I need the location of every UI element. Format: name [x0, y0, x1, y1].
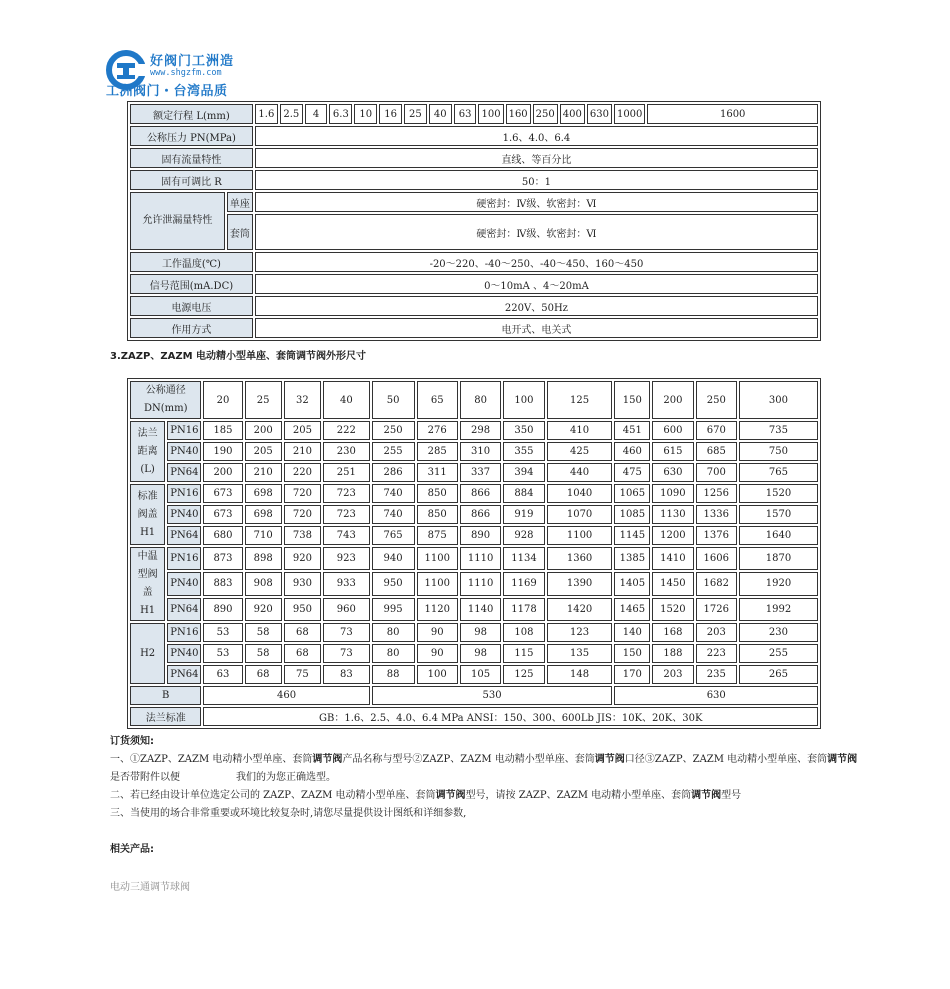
- dn-value: 250: [696, 381, 737, 419]
- dim-value: 200: [245, 421, 282, 440]
- row-label: 公称压力 PN(MPa): [130, 126, 253, 146]
- dim-value: 850: [417, 484, 458, 503]
- dim-value: 265: [739, 665, 818, 684]
- dim-value: 1726: [696, 598, 737, 621]
- row-label: 电源电压: [130, 296, 253, 316]
- leak-row: [130, 192, 818, 212]
- dn-value: 25: [245, 381, 282, 419]
- dim-value: 298: [460, 421, 501, 440]
- stroke-value: 250: [533, 104, 558, 124]
- dim-value: 908: [245, 572, 282, 595]
- dim-value: 98: [460, 623, 501, 642]
- row-label: 工作温度(℃): [130, 252, 253, 272]
- dim-row: [130, 665, 818, 684]
- dim-value: 875: [417, 526, 458, 545]
- dim-value: 205: [245, 442, 282, 461]
- row-value: 硬密封：Ⅳ级、软密封：Ⅵ: [255, 192, 818, 212]
- dim-value: 203: [652, 665, 693, 684]
- logo-url: www.shgzfm.com: [150, 68, 222, 78]
- dim-value: 685: [696, 442, 737, 461]
- dim-value: 960: [323, 598, 370, 621]
- dn-value: 300: [739, 381, 818, 419]
- dim-value: 475: [614, 463, 650, 482]
- dim-value: 1360: [547, 547, 613, 570]
- spec-row: [130, 126, 818, 146]
- dim-value: 148: [547, 665, 613, 684]
- dim-value: 205: [284, 421, 321, 440]
- dim-value: 58: [245, 644, 282, 663]
- row-value: 0～10mA 、4～20mA: [255, 274, 818, 294]
- section-title: 3.ZAZP、ZAZM 电动精小型单座、套筒调节阀外形尺寸: [110, 351, 367, 362]
- dim-value: 1120: [417, 598, 458, 621]
- dim-value: 1410: [652, 547, 693, 570]
- notes-heading: 订货须知:: [110, 736, 154, 747]
- dim-value: 276: [417, 421, 458, 440]
- dim-value: 1169: [503, 572, 544, 595]
- row-label: 固有可调比 R: [130, 170, 253, 190]
- dim-value: 250: [372, 421, 415, 440]
- dim-value: 1140: [460, 598, 501, 621]
- leak-type-label: 套筒: [227, 214, 253, 250]
- notes-line-3: 二、若已经由设计单位选定公司的 ZAZP、ZAZM 电动精小型单座、套筒调节阀型号，请按 ZAZP、ZAZM 电动精小型单座、套筒调节阀型号: [110, 790, 742, 801]
- dim-value: 1100: [547, 526, 613, 545]
- dim-value: 80: [372, 644, 415, 663]
- b-row: [130, 686, 818, 705]
- dim-value: 930: [284, 572, 321, 595]
- dn-value: 200: [652, 381, 693, 419]
- dim-value: 866: [460, 484, 501, 503]
- dim-value: 90: [417, 644, 458, 663]
- dim-value: 1085: [614, 505, 650, 524]
- pn-label: PN64: [167, 463, 201, 482]
- dim-value: 135: [547, 644, 613, 663]
- b-value: 530: [372, 686, 613, 705]
- spec-row: [130, 148, 818, 168]
- dim-value: 1920: [739, 572, 818, 595]
- row-value: 50：1: [255, 170, 818, 190]
- dim-value: 88: [372, 665, 415, 684]
- group-label: 中温型阀盖 H1: [130, 547, 165, 621]
- dim-value: 710: [245, 526, 282, 545]
- dn-row: [130, 381, 818, 419]
- dim-value: 73: [323, 623, 370, 642]
- dim-value: 235: [696, 665, 737, 684]
- dim-value: 68: [284, 623, 321, 642]
- spec-row: [130, 296, 818, 316]
- dim-value: 185: [203, 421, 242, 440]
- dim-value: 350: [503, 421, 544, 440]
- dim-row: [130, 572, 818, 595]
- dim-value: 210: [284, 442, 321, 461]
- dim-value: 630: [652, 463, 693, 482]
- dn-value: 100: [503, 381, 544, 419]
- dim-row: [130, 463, 818, 482]
- logo-brand: 好阀门工洲造: [150, 54, 235, 69]
- dim-value: 90: [417, 623, 458, 642]
- logo-tagline: 工洲阀门・台湾品质: [106, 84, 228, 99]
- pn-label: PN40: [167, 572, 201, 595]
- pn-label: PN40: [167, 505, 201, 524]
- dim-value: 898: [245, 547, 282, 570]
- spec-table: [127, 101, 821, 341]
- dn-label: 公称通径 DN(mm): [130, 381, 201, 419]
- dim-value: 210: [245, 463, 282, 482]
- dim-value: 286: [372, 463, 415, 482]
- dim-value: 1090: [652, 484, 693, 503]
- dim-value: 255: [372, 442, 415, 461]
- dim-value: 873: [203, 547, 242, 570]
- dim-value: 108: [503, 623, 544, 642]
- dim-row: [130, 442, 818, 461]
- leak-row: [130, 214, 818, 250]
- dim-value: 750: [739, 442, 818, 461]
- row-value: 直线、等百分比: [255, 148, 818, 168]
- company-logo: [106, 50, 246, 99]
- dim-value: 425: [547, 442, 613, 461]
- dim-value: 1200: [652, 526, 693, 545]
- dim-value: 125: [503, 665, 544, 684]
- dim-value: 950: [372, 572, 415, 595]
- leak-label: 允许泄漏量特性: [130, 192, 225, 250]
- group-label: 标准阀盖 H1: [130, 484, 165, 545]
- dim-value: 222: [323, 421, 370, 440]
- spec-row: [130, 252, 818, 272]
- stroke-value: 25: [404, 104, 427, 124]
- dim-value: 615: [652, 442, 693, 461]
- dim-value: 933: [323, 572, 370, 595]
- dn-value: 32: [284, 381, 321, 419]
- dim-value: 394: [503, 463, 544, 482]
- dim-value: 698: [245, 484, 282, 503]
- pn-label: PN16: [167, 547, 201, 570]
- related-product-link[interactable]: 电动三通调节球阀: [110, 882, 190, 893]
- dim-value: 98: [460, 644, 501, 663]
- stroke-value: 4: [305, 104, 328, 124]
- spec-row: [130, 170, 818, 190]
- row-label: 信号范围(mA.DC): [130, 274, 253, 294]
- group-label: H2: [130, 623, 165, 684]
- dim-value: 919: [503, 505, 544, 524]
- dim-value: 890: [460, 526, 501, 545]
- dim-value: 1992: [739, 598, 818, 621]
- notes-line-4: 三、当使用的场合非常重要或环境比较复杂时,请您尽量提供设计图纸和详细参数,: [110, 808, 467, 819]
- stroke-row: [130, 104, 818, 124]
- dim-value: 311: [417, 463, 458, 482]
- dim-value: 698: [245, 505, 282, 524]
- b-value: 460: [203, 686, 369, 705]
- dim-value: 1065: [614, 484, 650, 503]
- dim-value: 738: [284, 526, 321, 545]
- dim-value: 1178: [503, 598, 544, 621]
- dim-value: 1100: [417, 547, 458, 570]
- dim-row: [130, 505, 818, 524]
- pn-label: PN16: [167, 421, 201, 440]
- dim-value: 940: [372, 547, 415, 570]
- dn-value: 80: [460, 381, 501, 419]
- b-value: 630: [614, 686, 818, 705]
- pn-label: PN40: [167, 442, 201, 461]
- row-label: 法兰标准: [130, 707, 201, 726]
- dim-value: 355: [503, 442, 544, 461]
- dim-value: 1110: [460, 572, 501, 595]
- dim-row: [130, 623, 818, 642]
- dim-value: 670: [696, 421, 737, 440]
- row-label: 固有流量特性: [130, 148, 253, 168]
- dn-value: 20: [203, 381, 242, 419]
- dim-value: 73: [323, 644, 370, 663]
- pn-label: PN16: [167, 484, 201, 503]
- dim-value: 950: [284, 598, 321, 621]
- stroke-value: 1000: [614, 104, 645, 124]
- dim-row: [130, 526, 818, 545]
- dim-value: 310: [460, 442, 501, 461]
- dim-value: 53: [203, 623, 242, 642]
- dim-value: 168: [652, 623, 693, 642]
- dim-value: 883: [203, 572, 242, 595]
- dim-value: 735: [739, 421, 818, 440]
- dim-row: [130, 598, 818, 621]
- dim-value: 140: [614, 623, 650, 642]
- dim-value: 230: [323, 442, 370, 461]
- dim-value: 170: [614, 665, 650, 684]
- dim-row: [130, 421, 818, 440]
- dimension-table: [127, 378, 821, 729]
- dim-value: 1130: [652, 505, 693, 524]
- dim-value: 1420: [547, 598, 613, 621]
- related-products-heading: 相关产品:: [110, 844, 154, 855]
- dim-value: 723: [323, 505, 370, 524]
- dim-value: 1390: [547, 572, 613, 595]
- dim-value: 1520: [652, 598, 693, 621]
- flange-row: [130, 707, 818, 726]
- spec-row: [130, 318, 818, 338]
- dim-value: 1385: [614, 547, 650, 570]
- dim-value: 1070: [547, 505, 613, 524]
- dim-value: 75: [284, 665, 321, 684]
- dim-value: 1870: [739, 547, 818, 570]
- stroke-value: 400: [560, 104, 585, 124]
- pn-label: PN40: [167, 644, 201, 663]
- dim-value: 700: [696, 463, 737, 482]
- dim-value: 600: [652, 421, 693, 440]
- row-value: -20～220、-40～250、-40～450、160～450: [255, 252, 818, 272]
- dim-value: 1682: [696, 572, 737, 595]
- dim-value: 740: [372, 484, 415, 503]
- dim-value: 80: [372, 623, 415, 642]
- dim-value: 1520: [739, 484, 818, 503]
- dim-value: 451: [614, 421, 650, 440]
- dim-row: [130, 547, 818, 570]
- row-value: 220V、50Hz: [255, 296, 818, 316]
- dim-value: 884: [503, 484, 544, 503]
- dim-value: 83: [323, 665, 370, 684]
- dim-value: 460: [614, 442, 650, 461]
- stroke-value: 2.5: [280, 104, 303, 124]
- dim-value: 765: [739, 463, 818, 482]
- stroke-value: 6.3: [329, 104, 352, 124]
- dim-value: 410: [547, 421, 613, 440]
- notes-line-2: 是否带附件以便 我们的为您正确选型。: [110, 772, 336, 783]
- dim-value: 53: [203, 644, 242, 663]
- dim-value: 920: [284, 547, 321, 570]
- dim-value: 920: [245, 598, 282, 621]
- pn-label: PN64: [167, 598, 201, 621]
- dn-value: 50: [372, 381, 415, 419]
- dim-value: 68: [284, 644, 321, 663]
- dim-value: 230: [739, 623, 818, 642]
- pn-label: PN64: [167, 665, 201, 684]
- dim-value: 1405: [614, 572, 650, 595]
- dim-value: 673: [203, 484, 242, 503]
- dim-value: 928: [503, 526, 544, 545]
- dim-value: 890: [203, 598, 242, 621]
- dim-value: 58: [245, 623, 282, 642]
- dim-value: 1256: [696, 484, 737, 503]
- row-value: 电开式、电关式: [255, 318, 818, 338]
- dim-value: 740: [372, 505, 415, 524]
- dim-value: 337: [460, 463, 501, 482]
- dim-value: 251: [323, 463, 370, 482]
- dim-value: 188: [652, 644, 693, 663]
- dim-value: 203: [696, 623, 737, 642]
- dim-value: 63: [203, 665, 242, 684]
- row-label: 额定行程 L(mm): [130, 104, 253, 124]
- dim-value: 68: [245, 665, 282, 684]
- dim-value: 1040: [547, 484, 613, 503]
- dim-value: 743: [323, 526, 370, 545]
- dim-value: 1450: [652, 572, 693, 595]
- dim-value: 190: [203, 442, 242, 461]
- group-label: 法兰距离(L): [130, 421, 165, 482]
- dim-value: 150: [614, 644, 650, 663]
- dim-value: 1110: [460, 547, 501, 570]
- dim-value: 723: [323, 484, 370, 503]
- stroke-value: 1600: [647, 104, 818, 124]
- stroke-value: 160: [506, 104, 531, 124]
- dim-value: 1640: [739, 526, 818, 545]
- dim-value: 285: [417, 442, 458, 461]
- dim-value: 105: [460, 665, 501, 684]
- stroke-value: 40: [429, 104, 452, 124]
- pn-label: PN16: [167, 623, 201, 642]
- stroke-value: 16: [379, 104, 402, 124]
- flange-value: GB：1.6、2.5、4.0、6.4 MPa ANSI：150、300、600Lb JIS：10K、20K、30K: [203, 707, 818, 726]
- stroke-value: 1.6: [255, 104, 278, 124]
- spec-row: [130, 274, 818, 294]
- stroke-value: 630: [587, 104, 612, 124]
- dn-value: 150: [614, 381, 650, 419]
- dim-value: 673: [203, 505, 242, 524]
- dim-value: 720: [284, 505, 321, 524]
- dim-value: 1376: [696, 526, 737, 545]
- dim-value: 765: [372, 526, 415, 545]
- dim-value: 123: [547, 623, 613, 642]
- row-value: 1.6、4.0、6.4: [255, 126, 818, 146]
- dn-value: 125: [547, 381, 613, 419]
- notes-line-1: 一、①ZAZP、ZAZM 电动精小型单座、套筒调节阀产品名称与型号②ZAZP、ZAZM 电动精小型单座、套筒调节阀口径③ZAZP、ZAZM 电动精小型单座、套筒调节阀: [110, 754, 858, 765]
- dim-value: 1606: [696, 547, 737, 570]
- dim-value: 200: [203, 463, 242, 482]
- order-notes: [110, 733, 858, 823]
- dim-value: 923: [323, 547, 370, 570]
- dim-value: 1100: [417, 572, 458, 595]
- dim-value: 1134: [503, 547, 544, 570]
- dim-value: 1336: [696, 505, 737, 524]
- stroke-value: 100: [478, 104, 503, 124]
- leak-type-label: 单座: [227, 192, 253, 212]
- dim-row: [130, 644, 818, 663]
- dim-value: 1570: [739, 505, 818, 524]
- dim-value: 850: [417, 505, 458, 524]
- dim-row: [130, 484, 818, 503]
- dim-value: 115: [503, 644, 544, 663]
- dn-value: 65: [417, 381, 458, 419]
- stroke-value: 63: [454, 104, 477, 124]
- dim-value: 255: [739, 644, 818, 663]
- dim-value: 720: [284, 484, 321, 503]
- dim-value: 223: [696, 644, 737, 663]
- dim-value: 866: [460, 505, 501, 524]
- stroke-value: 10: [354, 104, 377, 124]
- pn-label: PN64: [167, 526, 201, 545]
- dim-value: 440: [547, 463, 613, 482]
- dim-value: 220: [284, 463, 321, 482]
- row-label: 作用方式: [130, 318, 253, 338]
- dim-value: 100: [417, 665, 458, 684]
- dim-value: 995: [372, 598, 415, 621]
- dn-value: 40: [323, 381, 370, 419]
- dim-value: 1465: [614, 598, 650, 621]
- dim-value: 680: [203, 526, 242, 545]
- dim-value: 1145: [614, 526, 650, 545]
- row-value: 硬密封：Ⅳ级、软密封：Ⅵ: [255, 214, 818, 250]
- row-label: B: [130, 686, 201, 705]
